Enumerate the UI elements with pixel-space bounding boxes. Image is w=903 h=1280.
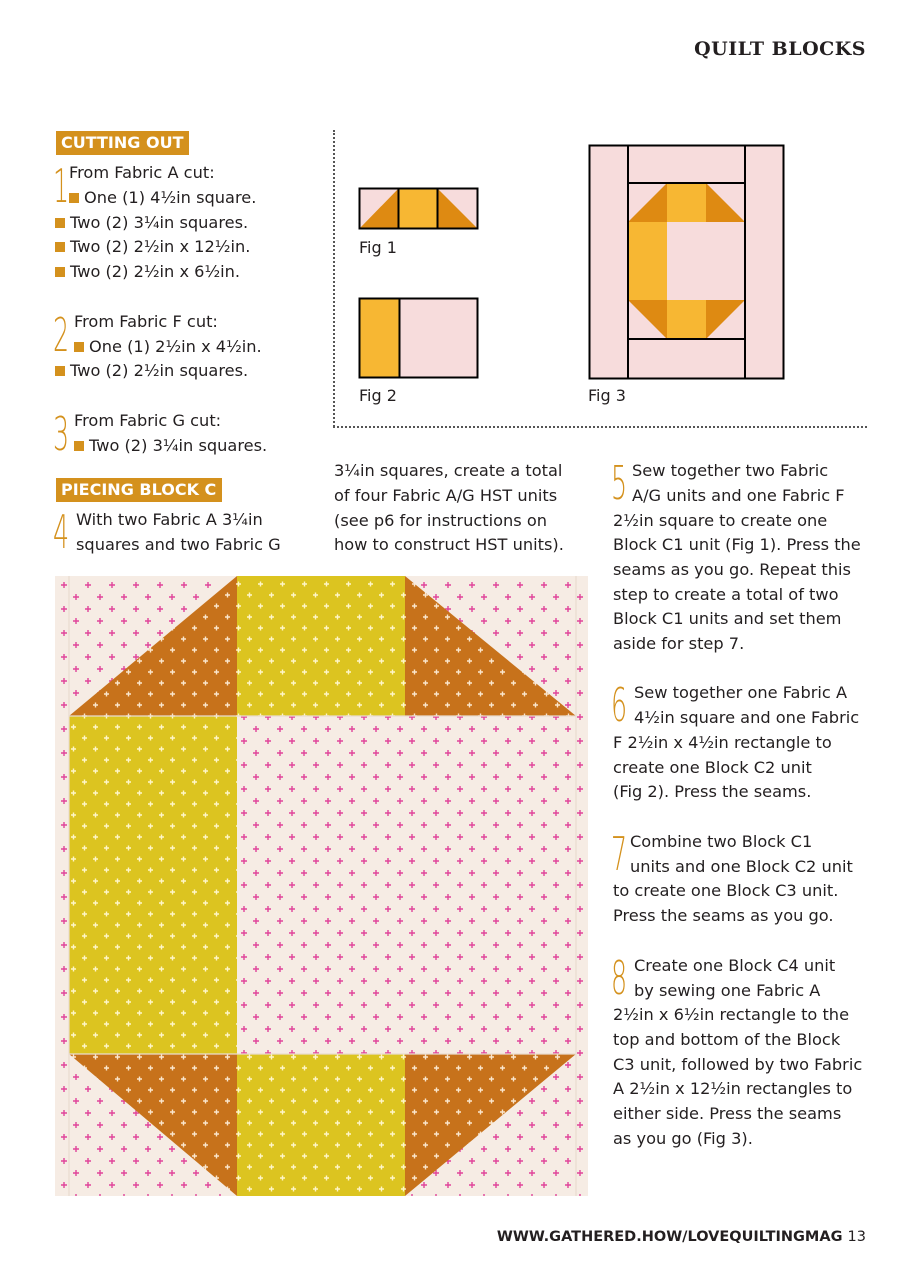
step-number-7: 7 — [611, 827, 628, 881]
step8-line: C3 unit, followed by two Fabric — [613, 1055, 863, 1074]
bullet-square-icon — [74, 342, 84, 352]
step8-line: either side. Press the seams — [613, 1104, 842, 1123]
step8-line: 2½in x 6½in rectangle to the — [613, 1005, 850, 1024]
step7-line: to create one Block C3 unit. — [613, 881, 839, 900]
step4-cont-line: (see p6 for instructions on — [334, 511, 548, 530]
list-item: Two (2) 3¼in squares. — [55, 211, 248, 236]
bullet-square-icon — [69, 193, 79, 203]
step6-line: F 2½in x 4½in rectangle to — [613, 733, 832, 752]
step8-line: by sewing one Fabric A — [634, 981, 821, 1000]
quilt-block-photo — [55, 576, 588, 1196]
step7-line: Press the seams as you go. — [613, 906, 834, 925]
step5-line: Sew together two Fabric — [632, 461, 829, 480]
step8-line: Create one Block C4 unit — [634, 956, 836, 975]
step-number-1: 1 — [53, 159, 70, 213]
step4-cont-line: of four Fabric A/G HST units — [334, 486, 558, 505]
cutting-out-heading: CUTTING OUT — [56, 131, 189, 155]
step6-line: 4½in square and one Fabric — [634, 708, 860, 727]
fig1-label: Fig 1 — [359, 238, 397, 257]
step5-line: A/G units and one Fabric F — [632, 486, 845, 505]
step6-line: create one Block C2 unit — [613, 758, 812, 777]
fig1-diagram — [358, 187, 479, 230]
step2-intro: From Fabric F cut: — [74, 312, 218, 331]
list-item: One (1) 4½in square. — [69, 186, 256, 211]
step4-cont-line: how to construct HST units). — [334, 535, 564, 554]
step5-line: step to create a total of two — [613, 585, 839, 604]
rectangle-strip — [360, 299, 400, 378]
yellow-strip — [69, 716, 237, 1054]
step8-line: as you go (Fig 3). — [613, 1129, 753, 1148]
step4-line: squares and two Fabric G — [76, 535, 281, 554]
fig2-diagram — [358, 297, 479, 379]
footer — [497, 1229, 866, 1245]
page-number: 13 — [847, 1229, 866, 1245]
step6-line: Sew together one Fabric A — [634, 683, 848, 702]
fig3-label: Fig 3 — [588, 386, 626, 405]
footer-url[interactable]: WWW.GATHERED.HOW/LOVEQUILTINGMAG — [496, 1229, 843, 1245]
horizontal-dotted-divider — [333, 426, 867, 428]
step8-line: top and bottom of the Block — [613, 1030, 841, 1049]
bullet-square-icon — [55, 218, 65, 228]
list-item: One (1) 2½in x 4½in. — [74, 335, 262, 360]
step-number-3: 3 — [53, 407, 70, 461]
list-item: Two (2) 2½in squares. — [55, 359, 248, 384]
yellow-square — [237, 576, 405, 716]
step5-line: aside for step 7. — [613, 634, 745, 653]
piecing-block-heading: PIECING BLOCK C — [56, 478, 222, 502]
step-number-5: 5 — [611, 456, 628, 510]
step5-line: Block C1 unit (Fig 1). Press the — [613, 535, 861, 554]
step7-line: units and one Block C2 unit — [630, 857, 853, 876]
bullet-square-icon — [74, 441, 84, 451]
page-header-title: QUILT BLOCKS — [694, 38, 866, 60]
fig3-diagram — [588, 144, 786, 380]
bullet-square-icon — [55, 366, 65, 376]
step5-line: seams as you go. Repeat this — [613, 560, 851, 579]
step-number-4: 4 — [53, 505, 70, 559]
step-number-2: 2 — [53, 308, 70, 362]
list-item: Two (2) 2½in x 12½in. — [55, 235, 250, 260]
yellow-square — [237, 1054, 405, 1196]
vertical-dotted-divider — [333, 130, 335, 427]
step4-cont-line: 3¼in squares, create a total — [334, 461, 563, 480]
list-item: Two (2) 3¼in squares. — [74, 434, 267, 459]
list-item: Two (2) 2½in x 6½in. — [55, 260, 240, 285]
step5-line: Block C1 units and set them — [613, 609, 842, 628]
step1-intro: From Fabric A cut: — [69, 163, 215, 182]
fig2-label: Fig 2 — [359, 386, 397, 405]
bullet-square-icon — [55, 267, 65, 277]
step7-line: Combine two Block C1 — [630, 832, 813, 851]
step4-line: With two Fabric A 3¼in — [76, 510, 263, 529]
step3-intro: From Fabric G cut: — [74, 411, 222, 430]
step-number-6: 6 — [611, 678, 628, 732]
step5-line: 2½in square to create one — [613, 511, 828, 530]
step8-line: A 2½in x 12½in rectangles to — [613, 1079, 853, 1098]
center-square — [399, 189, 438, 229]
step6-line: (Fig 2). Press the seams. — [613, 782, 812, 801]
bullet-square-icon — [55, 242, 65, 252]
step-number-8: 8 — [611, 951, 628, 1005]
